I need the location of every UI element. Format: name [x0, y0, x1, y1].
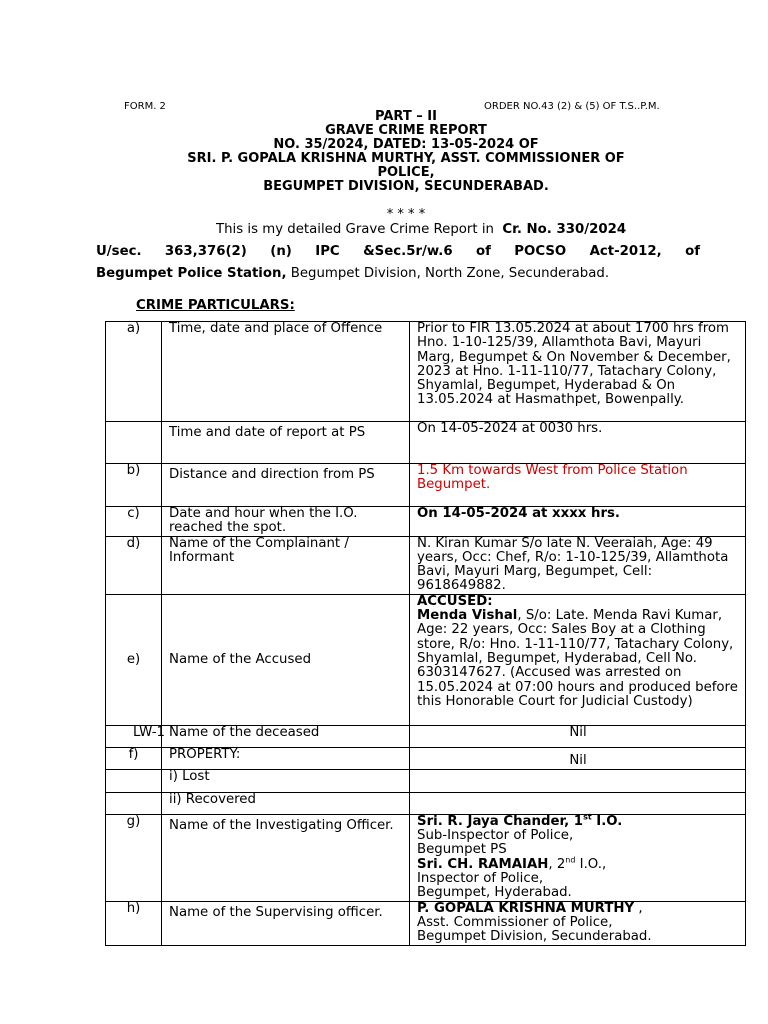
table-row-property: [106, 747, 746, 769]
row-value: N. Kiran Kumar S/o late N. Veeraiah, Age: 49 years, Occ: Chef, R/o: 1-10-125/39, Allamthota Bavi, Mayuri Marg, Begumpet, Cell: 9618649882.: [410, 536, 746, 594]
row-label: Name of the Supervising officer.: [162, 901, 410, 945]
report-number: NO. 35/2024, DATED: 13-05-2024 OF: [273, 137, 539, 152]
row-value: 1.5 Km towards West from Police Station Begumpet.: [410, 464, 746, 507]
table-row-report-time: [106, 422, 746, 464]
table-row-complainant: [106, 536, 746, 594]
intro-line-3-rest: Begumpet Division, North Zone, Secunderabad.: [286, 266, 610, 281]
table-row-recovered: [106, 792, 746, 814]
row-key: c): [106, 507, 162, 537]
intro-line-2: U/sec. 363,376(2) (n) IPC &Sec.5r/w.6 of POCSO Act-2012, of: [96, 244, 700, 259]
intro-line-3: [96, 266, 700, 281]
report-title: GRAVE CRIME REPORT: [325, 123, 487, 138]
row-label: Date and hour when the I.O. reached the spot.: [162, 507, 410, 537]
table-row-distance: [106, 464, 746, 507]
accused-name: Menda Vishal: [417, 608, 518, 624]
row-key: f): [106, 747, 162, 769]
crime-particulars-table: [105, 321, 746, 946]
io-1-designation: Sub-Inspector of Police,: [417, 828, 574, 844]
row-label: Time and date of report at PS: [162, 422, 410, 464]
table-row-lost: [106, 769, 746, 792]
table-row-io-reached: [106, 507, 746, 537]
row-key: [106, 422, 162, 464]
row-key: [106, 792, 162, 814]
io-1-name: Sri. R. Jaya Chander, 1st I.O.: [417, 812, 623, 829]
row-label: Name of the Complainant / Informant: [162, 536, 410, 594]
supervisor-name: P. GOPALA KRISHNA MURTHY ,: [417, 900, 643, 916]
lw-label: LW-1: [132, 724, 165, 740]
table-row-investigating-officer: [106, 814, 746, 901]
row-value: Nil: [410, 747, 746, 769]
row-key: d): [106, 536, 162, 594]
row-value: On 14-05-2024 at xxxx hrs.: [410, 507, 746, 537]
row-key: b): [106, 464, 162, 507]
table-row-deceased: [106, 725, 746, 747]
row-value: Prior to FIR 13.05.2024 at about 1700 hrs from Hno. 1-10-125/39, Allamthota Bavi, Mayuri Marg, Begumpet & On November & December, 2023 at Hno. 1-11-110/77, Tatachary Colony, Shyamlal, Begumpet, Hyderabad & On 13.05.2024 at Hasmathpet, Bowenpally.: [410, 322, 746, 422]
officer-line-1: SRI. P. GOPALA KRISHNA MURTHY, ASST. COMMISSIONER OF: [187, 151, 625, 166]
table-row-accused: [106, 594, 746, 725]
row-label: Name of the deceased: [162, 725, 410, 747]
table-row-offence: [106, 322, 746, 422]
row-value: [410, 769, 746, 792]
form-number: FORM. 2: [124, 101, 166, 112]
row-key: a): [106, 322, 162, 422]
division-line: BEGUMPET DIVISION, SECUNDERABAD.: [263, 179, 549, 194]
table-row-supervising-officer: [106, 901, 746, 945]
row-label: Name of the Accused: [162, 594, 410, 725]
row-label: i) Lost: [162, 769, 410, 792]
intro-line-1: [216, 222, 700, 237]
crime-particulars-heading: CRIME PARTICULARS:: [136, 298, 295, 313]
accused-details: [417, 609, 739, 709]
supervisor-place: Begumpet Division, Secunderabad.: [417, 929, 652, 945]
separator-stars: * * * *: [386, 207, 426, 222]
supervisor-designation: Asst. Commissioner of Police,: [417, 914, 613, 930]
row-value: [410, 792, 746, 814]
part-heading: PART – II: [375, 109, 437, 124]
row-key: g): [106, 814, 162, 901]
accused-info: , S/o: Late. Menda Ravi Kumar, Age: 22 years, Occ: Sales Boy at a Clothing store, R/o: Hno. 1-11-110/77, Tatachary Colony, Shyamlal, Begumpet, Hyderabad, Cell No. 6303147627. (Accused was arrested on 15.05.2024 at 07:00 hours and produced before this Honorable Court for Judicial Custody): [417, 608, 738, 709]
row-label: Time, date and place of Offence: [162, 322, 410, 422]
io-2-designation: Inspector of Police,: [417, 870, 544, 886]
accused-heading: ACCUSED:: [417, 593, 493, 609]
row-value: [410, 901, 746, 945]
row-value: Nil: [410, 725, 746, 747]
io-1-place: Begumpet PS: [417, 842, 507, 858]
row-value: On 14-05-2024 at 0030 hrs.: [410, 422, 746, 464]
police-station: Begumpet Police Station,: [96, 266, 287, 281]
row-key: h): [106, 901, 162, 945]
intro-text: This is my detailed Grave Crime Report in: [216, 222, 494, 237]
order-number: ORDER NO.43 (2) & (5) OF T.S..P.M.: [484, 101, 660, 112]
crime-number: Cr. No. 330/2024: [502, 222, 627, 237]
row-label: Distance and direction from PS: [162, 464, 410, 507]
row-label: ii) Recovered: [162, 792, 410, 814]
row-label: PROPERTY:: [162, 747, 410, 769]
row-key: e): [106, 594, 162, 725]
officer-line-2: POLICE,: [377, 165, 435, 180]
row-key: [106, 724, 165, 747]
row-label: Name of the Investigating Officer.: [162, 814, 410, 901]
row-key: [106, 769, 162, 792]
row-value: [410, 594, 746, 725]
io-2-name: Sri. CH. RAMAIAH, 2nd I.O.,: [417, 855, 607, 872]
intro-paragraph: [96, 222, 700, 292]
row-value: [410, 814, 746, 901]
io-2-place: Begumpet, Hyderabad.: [417, 885, 572, 901]
